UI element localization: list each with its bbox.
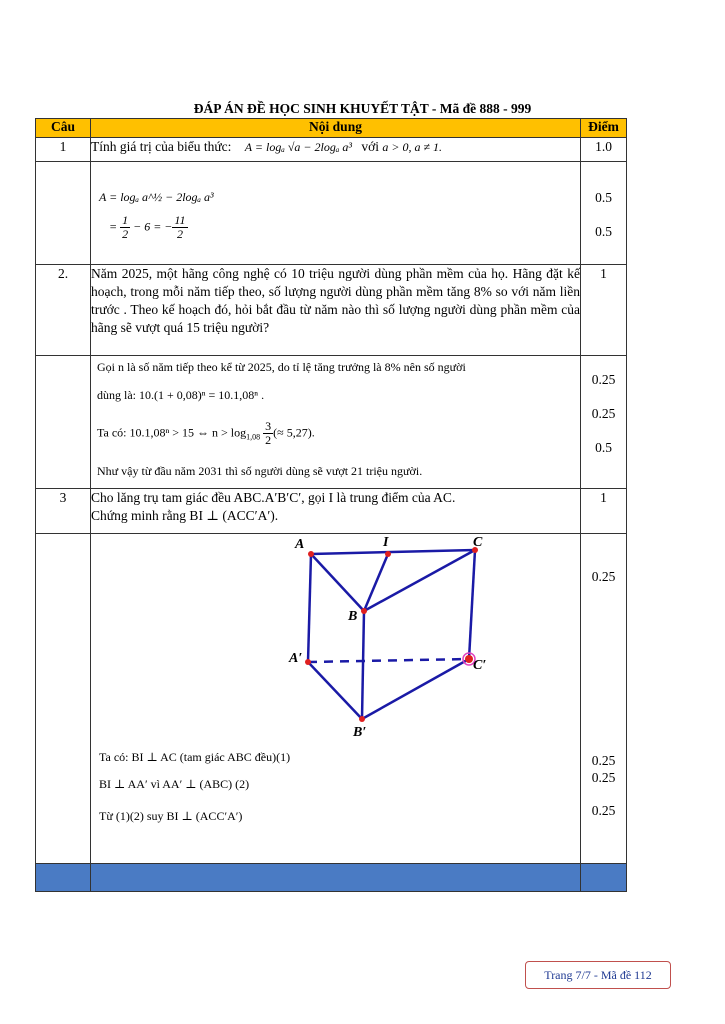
q3-score-3: 0.25: [591, 803, 616, 818]
q3-number: 3: [36, 489, 91, 534]
header-question: Câu: [36, 119, 91, 138]
q3-solution-row: [36, 534, 627, 864]
q2-frac-num: 3: [265, 419, 272, 433]
q3-prompt-line2: Chứng minh rằng BI ⊥ (ACC′A′).: [91, 508, 279, 523]
label-B1: B′: [353, 725, 367, 740]
edge-A1C1-hidden: [308, 659, 469, 662]
q1-prompt-text: Tính giá trị của biểu thức:: [91, 139, 232, 154]
table-footer-band: [36, 864, 627, 892]
point-B: [361, 608, 367, 614]
header-content: Nội dung: [91, 119, 581, 138]
point-B1: [359, 716, 365, 722]
q2-score-3: 0.5: [595, 440, 612, 455]
q1-score-2: 0.5: [595, 224, 612, 239]
q1-points: 1.0: [581, 138, 627, 162]
segment-BI: [364, 554, 388, 611]
q2-solution-scores: [581, 356, 627, 489]
point-C1: [465, 655, 473, 663]
q1-frac1-den: 2: [122, 227, 129, 241]
q1-solution-line2: [109, 214, 188, 241]
edge-AA1: [308, 554, 311, 662]
q1-cond-prefix: với: [361, 139, 379, 154]
q1-expression: A = logₐ √a − 2logₐ a³: [244, 140, 352, 154]
q1-condition: a > 0, a ≠ 1.: [382, 140, 443, 154]
q3-solution-scores: [581, 534, 627, 864]
point-A1: [305, 659, 311, 665]
q1-row: [36, 138, 627, 162]
q1-solution: [91, 162, 581, 265]
label-C1: C′: [473, 658, 487, 673]
q2-solution-line3: [97, 420, 315, 447]
q2-row: [36, 265, 627, 356]
label-A1: A′: [289, 651, 303, 666]
edge-AB: [311, 554, 364, 611]
label-C: C: [473, 535, 483, 550]
q3-points: 1: [581, 489, 627, 534]
q2-frac-den: 2: [265, 433, 272, 447]
q3-prompt: [91, 489, 581, 534]
q1-score-1: 0.5: [595, 190, 612, 205]
prism-figure: [91, 534, 582, 749]
page-title: ĐÁP ÁN ĐỀ HỌC SINH KHUYẾT TẬT - Mã đề 888 - 999: [193, 101, 532, 116]
q1-solution-line1: A = logₐ a^½ − 2logₐ a³: [99, 190, 214, 204]
point-I: [385, 551, 391, 557]
q1-solution-row: [36, 162, 627, 265]
answer-table: [35, 118, 627, 892]
q1-prompt: [91, 138, 581, 162]
edge-CC1: [469, 550, 475, 659]
q3-solution-line2: BI ⊥ AA′ vì AA′ ⊥ (ABC) (2): [99, 777, 250, 791]
q2-solution-line1: Gọi n là số năm tiếp theo kể từ 2025, do tỉ lệ tăng trưởng là 8% nên số người: [97, 360, 466, 374]
q3-score-1: 0.25: [591, 753, 616, 768]
q2-sol3-text: Ta có: 10.1,08ⁿ > 15 ⇔ n > log: [97, 425, 247, 440]
q3-solution-line1: Ta có: BI ⊥ AC (tam giác ABC đều)(1): [99, 750, 291, 764]
q2-number: 2.: [36, 265, 91, 356]
table-header-row: [36, 119, 627, 138]
q1-number: 1: [36, 138, 91, 162]
q3-solution: [91, 534, 581, 864]
edge-B1C1: [362, 659, 469, 719]
edge-A1B1: [308, 662, 362, 719]
q3-figure-score: 0.25: [591, 569, 616, 584]
q3-score-2: 0.25: [591, 770, 616, 785]
q2-log-base: 1,08: [246, 432, 261, 442]
q2-score-2: 0.25: [591, 406, 616, 421]
q1-sol-eq: =: [109, 219, 121, 234]
q2-prompt: Năm 2025, một hãng công nghệ có 10 triệu người dùng phần mềm của họ. Hãng đặt kế hoạch, trong mỗi năm tiếp theo, số lượng người dùng phần mềm tăng 8% so với năm liền trước . Theo kế hoạch đó, hỏi bắt đầu từ năm nào thì số lượng người dùng phần mềm của hãng sẽ vượt quá 15 triệu người?: [91, 265, 581, 356]
q1-solution-scores: [581, 162, 627, 265]
q3-solution-line3: Từ (1)(2) suy BI ⊥ (ACC′A′): [99, 809, 243, 823]
q2-solution-line4: Như vậy từ đầu năm 2031 thì số người dùng sẽ vượt 21 triệu người.: [97, 464, 423, 478]
point-A: [308, 551, 314, 557]
q2-score-1: 0.25: [591, 372, 616, 387]
edge-AC: [311, 550, 475, 554]
q2-solution: [91, 356, 581, 489]
edge-BC: [364, 550, 475, 611]
q1-frac1-num: 1: [122, 213, 129, 227]
q2-solution-line2: dùng là: 10.(1 + 0,08)ⁿ = 10.1,08ⁿ .: [97, 388, 265, 402]
q3-row: [36, 489, 627, 534]
label-B: B: [348, 609, 358, 624]
q3-prompt-line1: Cho lăng trụ tam giác đều ABC.A′B′C′, gọi I là trung điểm của AC.: [91, 490, 456, 505]
label-A: A: [295, 537, 305, 552]
q1-sol-mid: − 6 = −: [130, 219, 173, 234]
q1-frac2-den: 2: [176, 227, 183, 241]
header-points: Điểm: [581, 119, 627, 138]
q1-frac2-num: 11: [174, 213, 186, 227]
q2-points: 1: [581, 265, 627, 356]
page-footer: Trang 7/7 - Mã đề 112: [525, 961, 671, 989]
q2-solution-row: [36, 356, 627, 489]
q2-sol3-approx: (≈ 5,27).: [273, 425, 315, 440]
label-I: I: [383, 535, 389, 550]
edge-BB1: [362, 611, 364, 719]
